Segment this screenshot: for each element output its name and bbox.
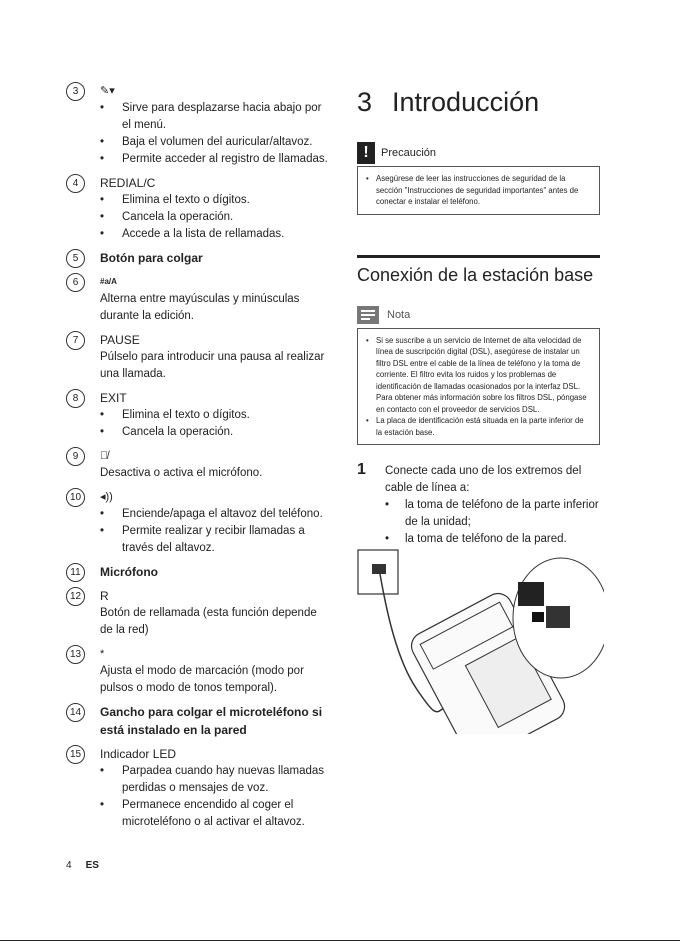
item-title: Botón para colgar bbox=[100, 251, 203, 265]
bullet: • Sirve para desplazarse hacia abajo por el menú. bbox=[100, 100, 330, 134]
item-4 bbox=[60, 174, 330, 243]
step-number: 1 bbox=[357, 461, 366, 478]
item-title: R bbox=[100, 589, 109, 603]
item-number: 8 bbox=[66, 389, 85, 408]
item-text: Botón de rellamada (esta función depende de la red) bbox=[100, 607, 317, 636]
item-text: Púlselo para introducir una pausa al realizar una llamada. bbox=[100, 351, 325, 380]
step-1 bbox=[357, 463, 600, 548]
item-number: 3 bbox=[66, 82, 85, 101]
step-text: Conecte cada uno de los extremos del cable de línea a: bbox=[385, 465, 582, 494]
chapter-number: 3 bbox=[357, 87, 373, 117]
item-number: 15 bbox=[66, 745, 85, 764]
section-rule bbox=[357, 255, 600, 258]
item-text: Alterna entre mayúsculas y minúsculas durante la edición. bbox=[100, 293, 300, 322]
note-icon bbox=[357, 306, 379, 324]
speaker-icon: ◂)) bbox=[100, 491, 113, 503]
item-number: 12 bbox=[66, 587, 85, 606]
connection-illustration bbox=[356, 548, 604, 734]
item-6 bbox=[60, 273, 330, 325]
item-5 bbox=[60, 249, 330, 267]
item-title: Indicador LED bbox=[100, 747, 177, 761]
bullet: • Baja el volumen del auricular/altavoz. bbox=[100, 134, 330, 151]
item-7 bbox=[60, 331, 330, 383]
bullet: • Accede a la lista de rellamadas. bbox=[100, 226, 330, 243]
section-title: Conexión de la estación base bbox=[357, 264, 594, 285]
item-3 bbox=[60, 82, 330, 168]
chapter-heading bbox=[357, 84, 600, 120]
item-title: REDIAL/C bbox=[100, 176, 156, 190]
page-number: 4 bbox=[66, 860, 72, 871]
note-box bbox=[357, 328, 600, 446]
item-number: 9 bbox=[66, 447, 85, 466]
item-number: 5 bbox=[66, 249, 85, 268]
bullet: • Parpadea cuando hay nuevas llamadas perdidas o mensajes de voz. bbox=[100, 763, 330, 797]
item-11 bbox=[60, 563, 330, 581]
bullet: • Permite acceder al registro de llamadas. bbox=[100, 151, 330, 168]
item-number: 10 bbox=[66, 488, 85, 507]
item-text: Ajusta el modo de marcación (modo por pulsos o modo de tonos temporal). bbox=[100, 665, 304, 694]
note-header bbox=[357, 306, 600, 324]
caution-box bbox=[357, 166, 600, 215]
bottom-rule bbox=[0, 940, 680, 941]
mute-icon: 🎙̸ bbox=[100, 450, 109, 462]
item-title: Micrófono bbox=[100, 565, 158, 579]
item-14 bbox=[60, 703, 330, 739]
caution-text: • Asegúrese de leer las instrucciones de seguridad de la sección "Instrucciones de seguridad importantes" antes de conectar e instalar el teléfono. bbox=[366, 173, 591, 208]
scroll-down-icon: ✎▾ bbox=[100, 85, 115, 97]
left-column bbox=[60, 82, 330, 837]
item-9 bbox=[60, 447, 330, 482]
note-title: Nota bbox=[387, 308, 411, 321]
item-15 bbox=[60, 745, 330, 831]
item-text: Desactiva o activa el micrófono. bbox=[100, 467, 263, 479]
item-number: 11 bbox=[66, 563, 85, 582]
bullet: • Permite realizar y recibir llamadas a través del altavoz. bbox=[100, 523, 330, 557]
language-code: ES bbox=[85, 860, 99, 871]
page-footer bbox=[66, 860, 99, 871]
bullet: • Elimina el texto o dígitos. bbox=[100, 192, 330, 209]
item-number: 13 bbox=[66, 645, 85, 664]
item-number: 7 bbox=[66, 331, 85, 350]
item-number: 14 bbox=[66, 703, 85, 722]
caution-title: Precaución bbox=[381, 147, 437, 159]
item-13 bbox=[60, 645, 330, 697]
item-title: PAUSE bbox=[100, 333, 140, 347]
bullet: • la toma de teléfono de la parte inferior de la unidad; bbox=[385, 497, 600, 531]
right-column bbox=[357, 82, 600, 548]
warning-icon: ! bbox=[357, 142, 375, 164]
note-item: • La placa de identificación está situada en la parte inferior de la estación base. bbox=[366, 415, 591, 438]
note-item: • Si se suscribe a un servicio de Internet de alta velocidad de línea de suscripción digital (DSL), asegúrese de instalar un filtro DSL entre el cable de la línea de teléfono y la toma de corriente. El filtro evita los ruidos y los problemas de identificación de llamadas ocasionados por la interfaz DSL. Para obtener más información sobre los filtros DSL, póngase en contacto con el proveedor de servicios DSL. bbox=[366, 335, 591, 416]
item-number: 4 bbox=[66, 174, 85, 193]
star-icon: * bbox=[100, 648, 105, 660]
item-10 bbox=[60, 488, 330, 557]
case-toggle-icon: #a/A bbox=[100, 277, 117, 286]
item-title: EXIT bbox=[100, 391, 127, 405]
item-title: Gancho para colgar el microteléfono si está instalado en la pared bbox=[100, 705, 323, 737]
caution-header bbox=[357, 142, 600, 164]
item-8 bbox=[60, 389, 330, 441]
bullet: • Permanece encendido al coger el microteléfono o al activar el altavoz. bbox=[100, 797, 330, 831]
item-12 bbox=[60, 587, 330, 639]
item-number: 6 bbox=[66, 273, 85, 292]
bullet: • Elimina el texto o dígitos. bbox=[100, 407, 330, 424]
bullet: • Cancela la operación. bbox=[100, 424, 330, 441]
bullet: • Cancela la operación. bbox=[100, 209, 330, 226]
bullet: • la toma de teléfono de la pared. bbox=[385, 531, 600, 548]
bullet: • Enciende/apaga el altavoz del teléfono. bbox=[100, 506, 330, 523]
chapter-title: Introducción bbox=[392, 87, 540, 117]
